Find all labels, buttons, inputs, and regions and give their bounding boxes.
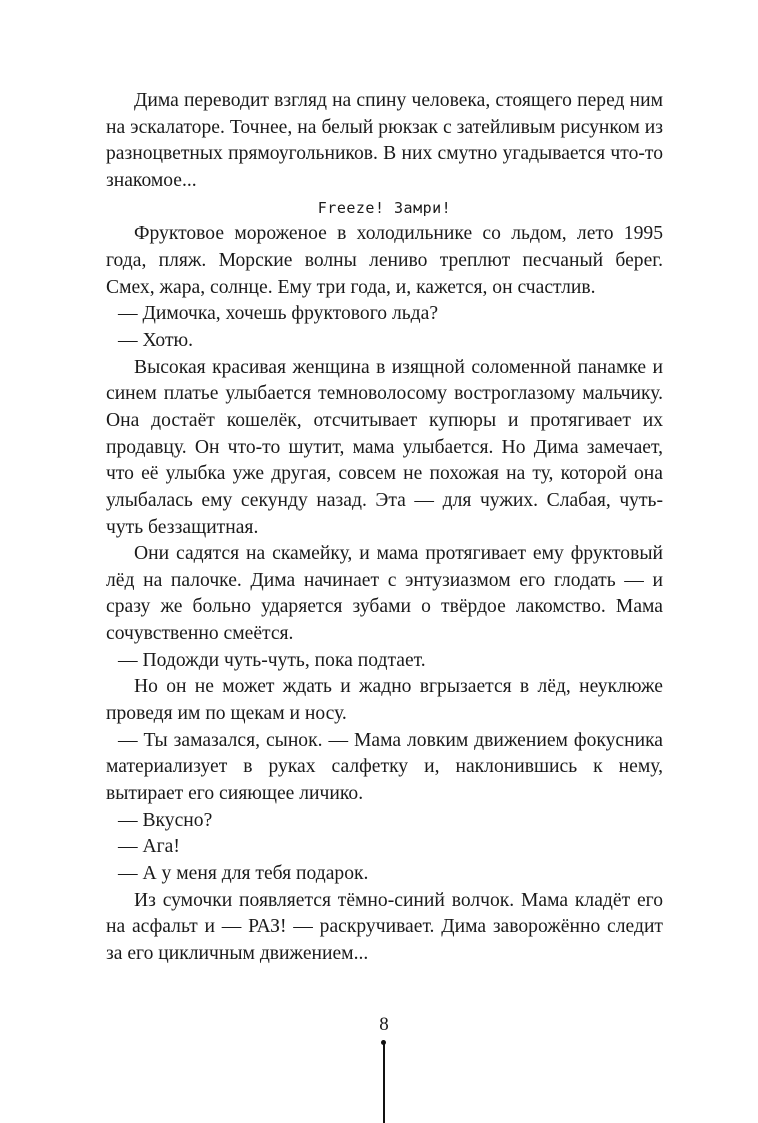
dialog-line: — А у меня для тебя подарок. bbox=[118, 863, 369, 885]
dialog-line: — Хотю. bbox=[118, 329, 194, 351]
paragraph: Они садятся на скамейку, и мама протягивает ему фруктовый лёд на палочке. Дима начинает с энтузиазмом его глодать — и сразу же больно ударяется зубами о твёрдое лакомство. Мама сочувственно смеётся. bbox=[106, 543, 663, 645]
paragraph: Фруктовое мороженое в холодильнике со льдом, лето 1995 года, пляж. Морские волны лениво треплют песчаный берег. Смех, жара, солнце. Ему три года, и, кажется, он счастлив. bbox=[106, 223, 663, 298]
dialog-paragraph: — Ты замазался, сынок. — Мама ловким движением фокусника материализует в руках салфетку и, наклонившись к нему, вытирает его сияющее личико. bbox=[106, 729, 663, 805]
page-marker-line bbox=[383, 1042, 385, 1123]
paragraph: Дима переводит взгляд на спину человека, стоящего перед ним на эскалаторе. Точнее, на белый рюкзак с затейливым рисунком из разноцветных прямоугольников. В них смутно угадывается что-то знакомое... bbox=[106, 90, 663, 191]
paragraph: Из сумочки появляется тёмно-синий волчок. Мама кладёт его на асфальт и — РАЗ! — раскручивает. Дима заворожённо следит за его цикличным движением... bbox=[106, 889, 663, 964]
page-number: 8 bbox=[379, 1014, 389, 1035]
dialog-line: — Вкусно? bbox=[118, 809, 213, 831]
paragraph: Высокая красивая женщина в изящной соломенной панамке и синем платье улыбается темноволосому востроглазому мальчику. Она достаёт кошелёк, отсчитывает купюры и протягивает их продавцу. Он что-то шутит, мама улыбается. Но Дима замечает, что её улыбка уже другая, совсем не похожая на ту, которой она улыбалась ему секунду назад. Эта — для чужих. Слабая, чуть-чуть беззащитная. bbox=[106, 356, 663, 538]
section-heading: Freeze! Замри! bbox=[317, 198, 452, 217]
dialog-line: — Ага! bbox=[118, 836, 180, 858]
dialog-line: — Димочка, хочешь фруктового льда? bbox=[118, 303, 439, 325]
dialog-line: — Подожди чуть-чуть, пока подтает. bbox=[118, 649, 426, 671]
book-page-body bbox=[106, 88, 663, 968]
paragraph: Но он не может ждать и жадно вгрызается в лёд, неуклюже проведя им по щекам и носу. bbox=[106, 676, 663, 725]
